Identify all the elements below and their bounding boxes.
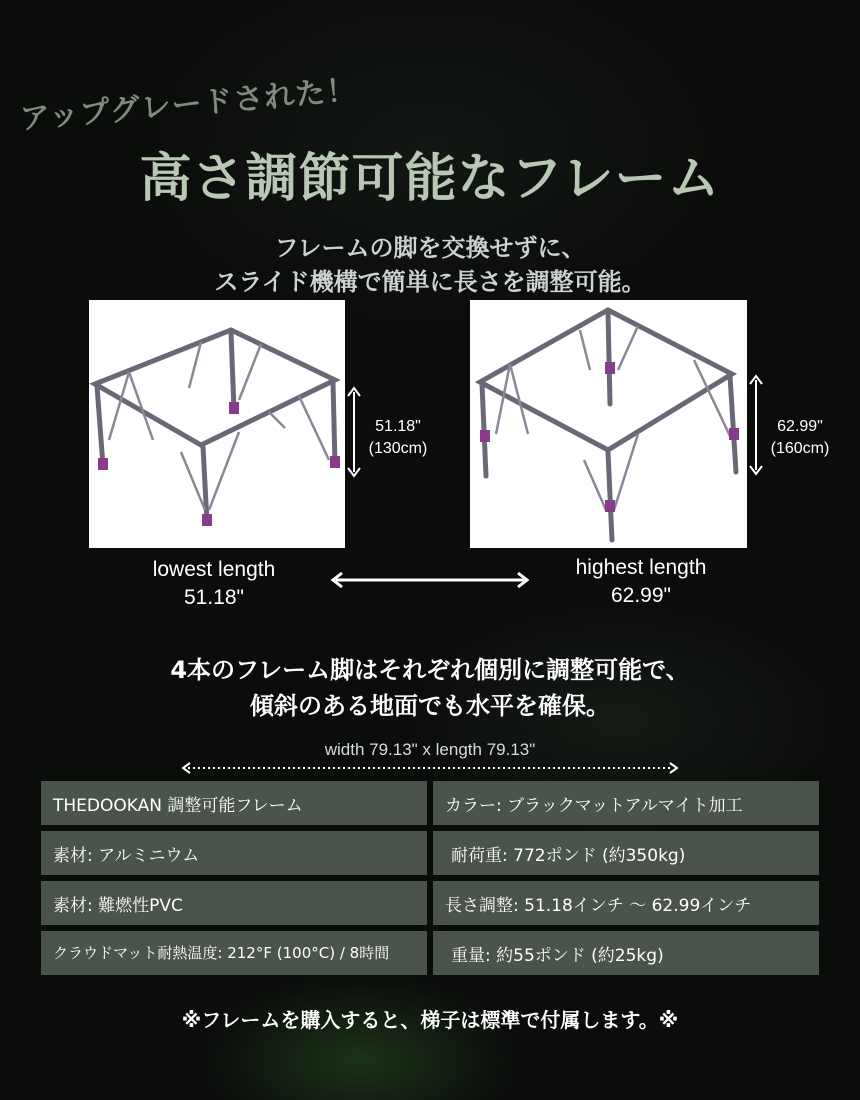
low-length-label: lowest length: [152, 558, 276, 581]
spec-material-pvc: 素材: 難燃性PVC: [41, 881, 427, 925]
size-text: width 79.13" x length 79.13": [324, 740, 536, 759]
intro-line-2: スライド機構で簡単に長さを調整可能。: [214, 268, 646, 296]
high-frame-drawing: [470, 300, 747, 548]
footer-note: ※フレームを購入すると、梯子は標準で付属します。※: [181, 1008, 679, 1032]
spec-weight: 重量: 約55ポンド (約25kg): [433, 931, 819, 975]
length-range-arrow: [330, 570, 530, 590]
low-frame-image: [89, 300, 345, 548]
spec-heat-resistance: クラウドマット耐熱温度: 212°F (100°C) / 8時間: [41, 931, 427, 975]
high-height-in: 62.99": [777, 418, 823, 435]
adjust-line-1: 4本のフレーム脚はそれぞれ個別に調整可能で、: [170, 656, 690, 684]
spec-material-frame: 素材: アルミニウム: [41, 831, 427, 875]
high-length-label: highest length: [575, 556, 707, 579]
high-height-cm: (160cm): [770, 440, 830, 457]
low-frame-drawing: [89, 300, 345, 548]
spec-length-adjust: 長さ調整: 51.18インチ ～ 62.99インチ: [433, 881, 819, 925]
low-height-cm: (130cm): [368, 440, 428, 457]
spec-load-capacity: 耐荷重: 772ポンド (約350kg): [433, 831, 819, 875]
width-arrow: [180, 760, 680, 776]
adjust-line-2: 傾斜のある地面でも水平を確保。: [250, 692, 610, 720]
spec-product-name: THEDOOKAN 調整可能フレーム: [41, 781, 427, 825]
page-title: 高さ調節可能なフレーム: [139, 149, 721, 209]
spec-color: カラー: ブラックマットアルマイト加工: [433, 781, 819, 825]
low-length-value: 51.18": [183, 586, 244, 609]
intro-line-1: フレームの脚を交換せずに、: [274, 234, 586, 262]
upgrade-subtitle: アップグレードされた！: [18, 72, 359, 137]
low-height-in: 51.18": [375, 418, 421, 435]
high-length-value: 62.99": [610, 584, 671, 607]
high-frame-image: [470, 300, 747, 548]
